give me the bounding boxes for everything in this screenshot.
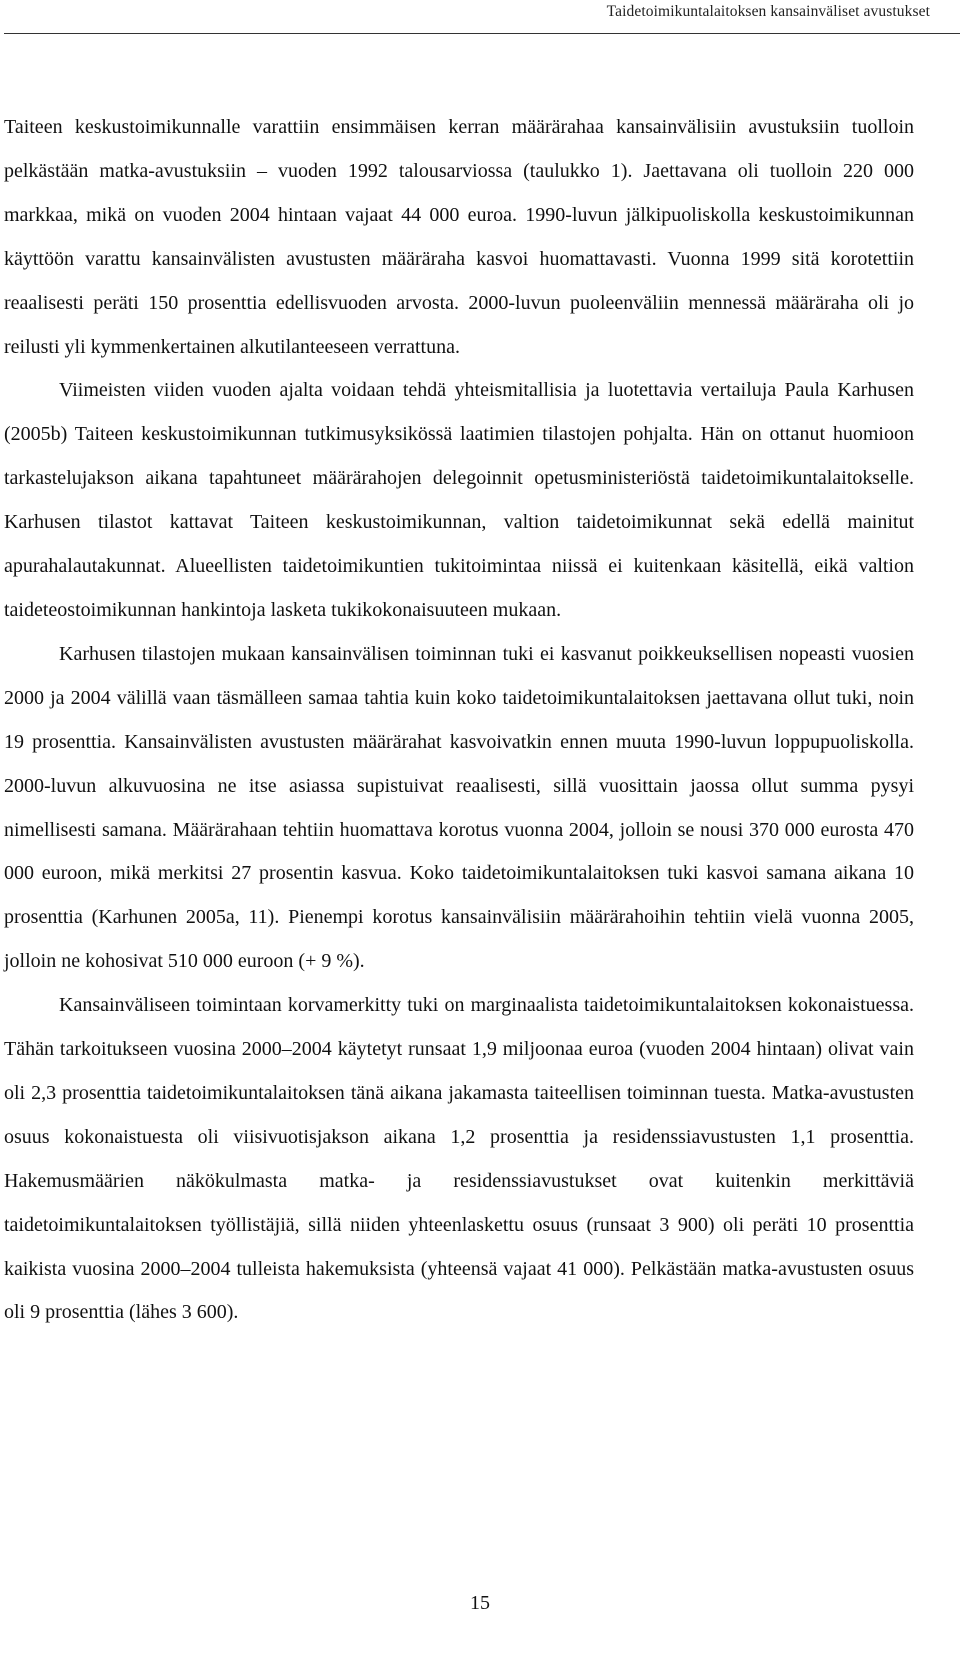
paragraph-4: Kansainväliseen toimintaan korvamerkitty tuki on marginaalista taidetoimikuntalaitoksen kokonaistuessa. Tähän tarkoitukseen vuosina 2000–2004 käytetyt runsaat 1,9 miljoonaa euroa (vuoden 2004 hintaan) olivat vain oli 2,3 prosenttia taidetoimikuntalaitoksen tänä aikana jakamasta taiteellisen toiminnan tuesta. Matka-avustusten osuus kokonaistuesta oli viisivuotisjakson aikana 1,2 prosenttia ja residenssiavustusten 1,1 prosenttia. Hakemusmäärien näkökulmasta matka- ja residenssiavustukset ovat kuitenkin merkittäviä taidetoimikuntalaitoksen työllistäjiä, sillä niiden yhteenlaskettu osuus (runsaat 3 900) oli peräti 10 prosenttia kaikista vuosina 2000–2004 tulleista hakemuksista (yhteensä vajaat 41 000). Pelkästään matka-avustusten osuus oli 9 prosenttia (lähes 3 600). xyxy=(4,994,914,1324)
paragraph-3: Karhusen tilastojen mukaan kansainvälisen toiminnan tuki ei kasvanut poikkeuksellisen nopeasti vuosien 2000 ja 2004 välillä vaan täsmälleen samaa tahtia kuin koko taidetoimikuntalaitoksen jaettavana ollut tuki, noin 19 prosenttia. Kansainvälisten avustusten määrärahat kasvoivatkin ennen muuta 1990-luvun loppupuoliskolla. 2000-luvun alkuvuosina ne itse asiassa supistuivat reaalisesti, sillä vuosittain jaossa ollut summa pysyi nimellisesti samana. Määrärahaan tehtiin huomattava korotus vuonna 2004, jolloin se nousi 370 000 eurosta 470 000 euroon, mikä merkitsi 27 prosentin kasvua. Koko taidetoimikuntalaitoksen tuki kasvoi samana aikana 10 prosenttia (Karhunen 2005a, 11). Pienempi korotus kansainvälisiin määrärahoihin tehtiin vielä vuonna 2005, jolloin ne kohosivat 510 000 euroon (+ 9 %). xyxy=(4,642,914,973)
page-number: 15 xyxy=(470,1592,490,1614)
header-rule xyxy=(4,33,960,34)
paragraph-1: Taiteen keskustoimikunnalle varattiin ensimmäisen kerran määrärahaa kansainvälisiin avustuksiin tuolloin pelkästään matka-avustuksiin – vuoden 1992 talousarviossa (taulukko 1). Jaettavana oli tuolloin 220 000 markkaa, mikä on vuoden 2004 hintaan vajaat 44 000 euroa. 1990-luvun jälkipuoliskolla keskustoimikunnan käyttöön varattu kansainvälisten avustusten määräraha kasvoi huomattavasti. Vuonna 1999 sitä korotettiin reaalisesti peräti 150 prosenttia edellisvuoden arvosta. 2000-luvun puoleenväliin mennessä määräraha oli jo reilusti yli kymmenkertainen alkutilanteeseen verrattuna. xyxy=(4,116,914,358)
body-text xyxy=(4,106,914,1335)
running-title: Taidetoimikuntalaitoksen kansainväliset avustukset xyxy=(606,3,930,20)
page-header xyxy=(0,0,960,60)
paragraph-2: Viimeisten viiden vuoden ajalta voidaan tehdä yhteismitallisia ja luotettavia vertailuja Paula Karhusen (2005b) Taiteen keskustoimikunnan tutkimusyksikössä laatimien tilastojen pohjalta. Hän on ottanut huomioon tarkastelujakson aikana tapahtuneet määrärahojen delegoinnit opetusministeriöstä taidetoimikuntalaitokselle. Karhusen tilastot kattavat Taiteen keskustoimikunnan, valtion taidetoimikunnat sekä edellä mainitut apurahalautakunnat. Alueellisten taidetoimikuntien tukitoimintaa niissä ei kuitenkaan käsitellä, eikä valtion taideteostoimikunnan hankintoja lasketa tukikokonaisuuteen mukaan. xyxy=(4,379,914,621)
